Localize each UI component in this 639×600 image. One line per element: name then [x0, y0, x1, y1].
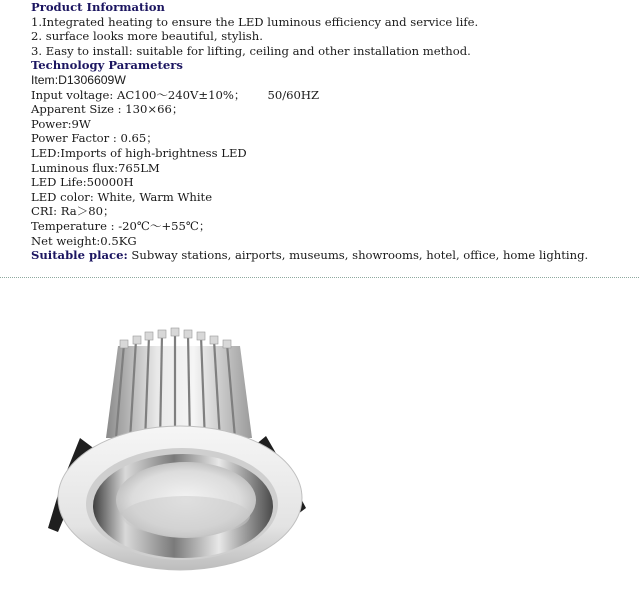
lens-shadow — [122, 496, 250, 536]
param-input-voltage-value: Input voltage: AC100～240V±10%； — [31, 87, 246, 102]
suitable-place-label: Suitable place: — [31, 248, 128, 263]
suitable-place-value: Subway stations, airports, museums, showrooms, hotel, office, home lighting. — [127, 248, 589, 263]
spec-text-block — [31, 0, 631, 263]
param-power: Power:9W — [31, 116, 91, 131]
param-power-factor: Power Factor : 0.65； — [31, 131, 158, 146]
info-item-1: 1.Integrated heating to ensure the LED luminous efficiency and service life. — [31, 14, 479, 29]
technology-parameters-heading: Technology Parameters — [31, 58, 183, 73]
param-suitable-place — [31, 248, 631, 263]
param-led: LED:Imports of high-brightness LED — [31, 145, 247, 160]
param-led-color: LED color: White, Warm White — [31, 189, 213, 204]
product-information-heading: Product Information — [31, 0, 165, 14]
param-led-life: LED Life:50000H — [31, 175, 134, 190]
info-item-3: 3. Easy to install: suitable for lifting, ceiling and other installation method. — [31, 43, 471, 58]
param-input-voltage — [31, 88, 631, 103]
param-item: Item:D1306609W — [31, 72, 126, 87]
param-net-weight: Net weight:0.5KG — [31, 233, 137, 248]
dotted-divider — [0, 277, 639, 278]
led-downlight-image — [40, 318, 310, 576]
info-item-2: 2. surface looks more beautiful, stylish. — [31, 29, 263, 44]
param-apparent-size: Apparent Size : 130×66； — [31, 102, 184, 117]
param-temperature: Temperature : -20℃～+55℃； — [31, 218, 211, 233]
param-luminous-flux: Luminous flux:765LM — [31, 160, 160, 175]
param-cri: CRI: Ra＞80； — [31, 204, 115, 219]
param-input-frequency: 50/60HZ — [267, 87, 320, 102]
